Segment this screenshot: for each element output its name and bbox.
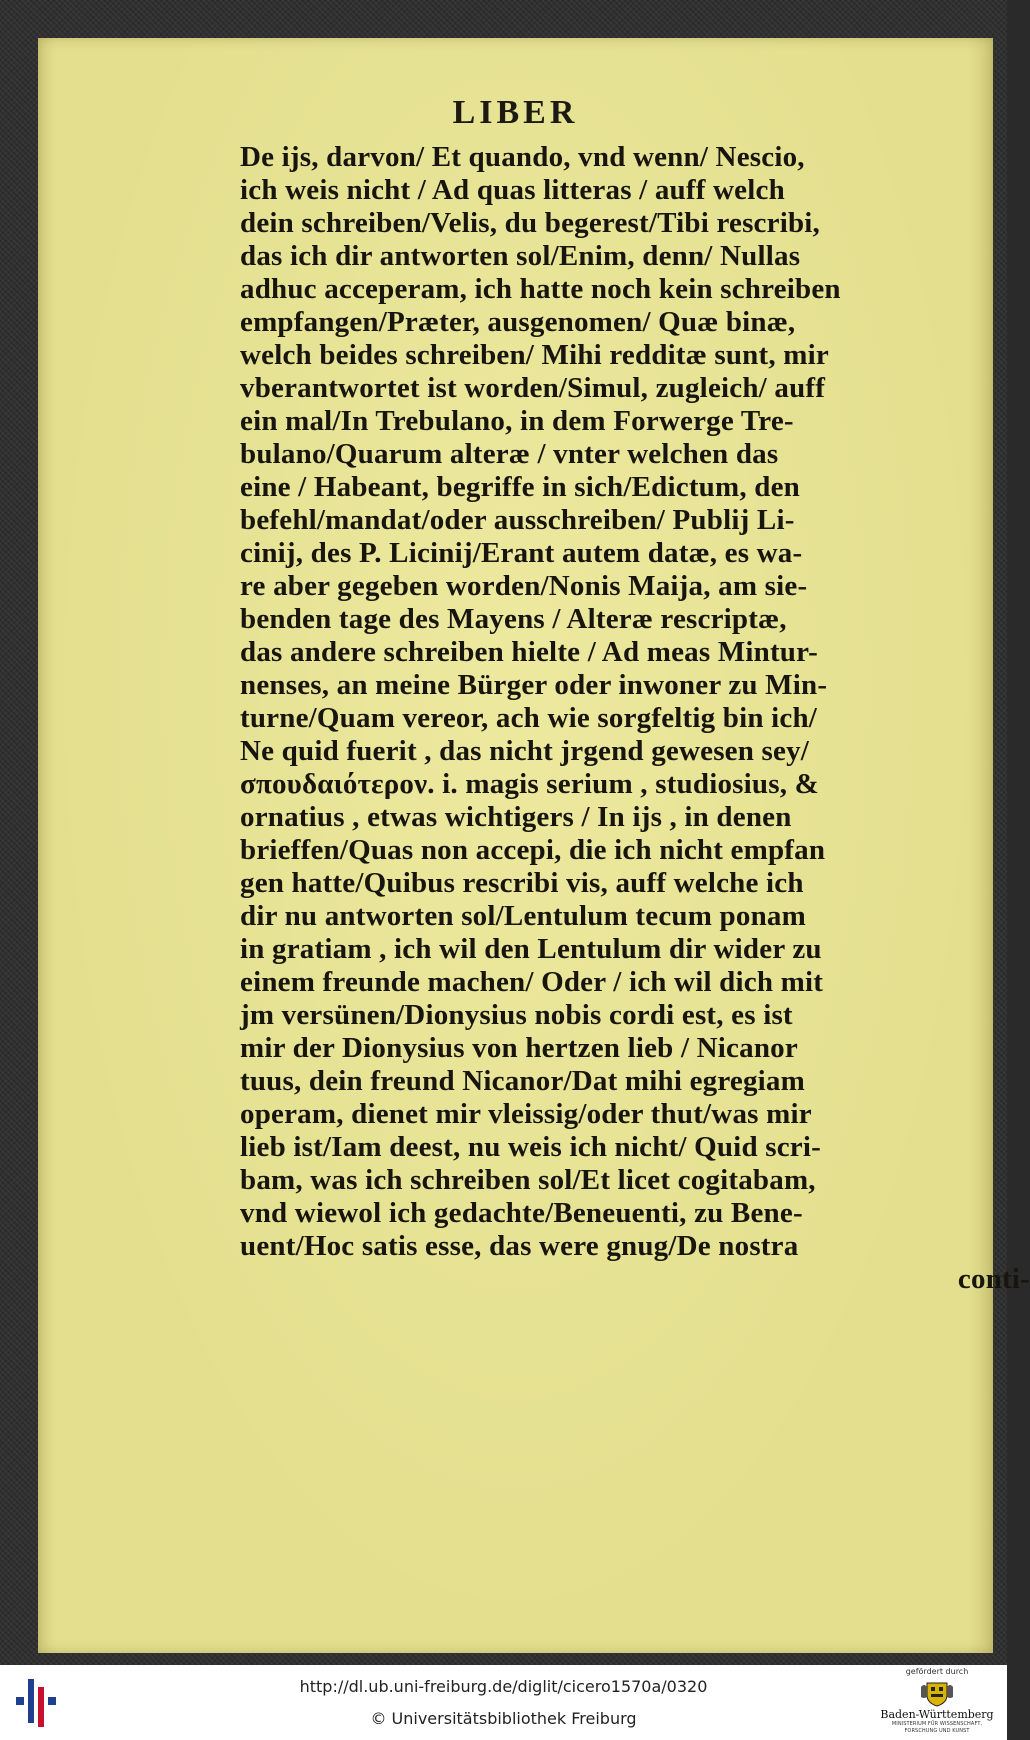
text-line: ornatius , etwas wichtigers / In ijs , in denen: [240, 801, 792, 833]
page-body-text: [240, 141, 1030, 1296]
text-line: nenses, an meine Bürger oder inwoner zu Min-: [240, 669, 828, 701]
text-line: brieffen/Quas non accepi, die ich nicht empfan: [240, 834, 826, 866]
book-page: [38, 38, 1030, 1653]
funder-label: gefördert durch: [905, 1667, 969, 1676]
text-line: bulano/Quarum alteræ / vnter welchen das: [240, 438, 779, 470]
text-line: bam, was ich schreiben sol/Et licet cogitabam,: [240, 1164, 816, 1196]
viewer-footer: [0, 1665, 1007, 1740]
text-line: vnd wiewol ich gedachte/Beneuenti, zu Bene-: [240, 1197, 803, 1229]
text-line: einem freunde machen/ Oder / ich wil dich mit: [240, 966, 824, 998]
text-line: gen hatte/Quibus rescribi vis, auff welche ich: [240, 867, 804, 899]
text-line: jm versünen/Dionysius nobis cordi est, es ist: [240, 999, 793, 1031]
text-line: benden tage des Mayens / Alteræ rescriptæ,: [240, 603, 787, 635]
text-line: empfangen/Præter, ausgenomen/ Quæ binæ,: [240, 306, 796, 338]
text-line: adhuc acceperam, ich hatte noch kein schreiben: [240, 273, 841, 305]
text-line: uent/Hoc satis esse, das were gnug/De nostra: [240, 1230, 799, 1262]
text-line: befehl/mandat/oder ausschreiben/ Publij Li-: [240, 504, 795, 536]
text-line: in gratiam , ich wil den Lentulum dir wider zu: [240, 933, 822, 965]
text-line: De ijs, darvon/ Et quando, vnd wenn/ Nescio,: [240, 141, 805, 173]
funder-subtitle: MINISTERIUM FÜR WISSENSCHAFT, FORSCHUNG UND KUNST: [891, 1721, 983, 1734]
text-line: Ne quid fuerit , das nicht jrgend gewesen sey/: [240, 735, 810, 767]
text-line: das andere schreiben hielte / Ad meas Mintur-: [240, 636, 818, 668]
text-line: tuus, dein freund Nicanor/Dat mihi egregiam: [240, 1065, 805, 1097]
funder-name: Baden-Württemberg: [880, 1708, 994, 1721]
text-line: dein schreiben/Velis, du begerest/Tibi rescribi,: [240, 207, 820, 239]
text-line: mir der Dionysius von hertzen lieb / Nicanor: [240, 1032, 798, 1064]
baden-wuerttemberg-crest-icon: [919, 1679, 955, 1707]
text-line: σπουδαιότερον. i. magis serium , studiosius, &: [240, 768, 819, 800]
text-line: operam, dienet mir vleissig/oder thut/was mir: [240, 1098, 812, 1130]
copyright-notice: © Universitätsbibliothek Freiburg: [370, 1709, 637, 1728]
text-line: re aber gegeben worden/Nonis Maija, am sie-: [240, 570, 808, 602]
text-line: vberantwortet ist worden/Simul, zugleich/ auff: [240, 372, 826, 404]
text-line: turne/Quam vereor, ach wie sorgfeltig bin ich/: [240, 702, 818, 734]
text-line: dir nu antworten sol/Lentulum tecum ponam: [240, 900, 806, 932]
running-head: LIBER: [452, 94, 579, 131]
text-line: ich weis nicht / Ad quas litteras / auff welch: [240, 174, 785, 206]
text-line: das ich dir antworten sol/Enim, denn/ Nullas: [240, 240, 801, 272]
catchword: conti-: [957, 1263, 1030, 1295]
text-line: welch beides schreiben/ Mihi redditæ sunt, mir: [240, 339, 829, 371]
funder-badge: [877, 1667, 997, 1739]
text-line: cinij, des P. Licinij/Erant autem datæ, es wa-: [240, 537, 803, 569]
text-line: ein mal/In Trebulano, in dem Forwerge Tre-: [240, 405, 794, 437]
permalink-url[interactable]: http://dl.ub.uni-freiburg.de/diglit/cicero1570a/0320: [299, 1677, 708, 1696]
text-line: lieb ist/Iam deest, nu weis ich nicht/ Quid scri-: [240, 1131, 821, 1163]
text-line: eine / Habeant, begriffe in sich/Edictum, den: [240, 471, 800, 503]
